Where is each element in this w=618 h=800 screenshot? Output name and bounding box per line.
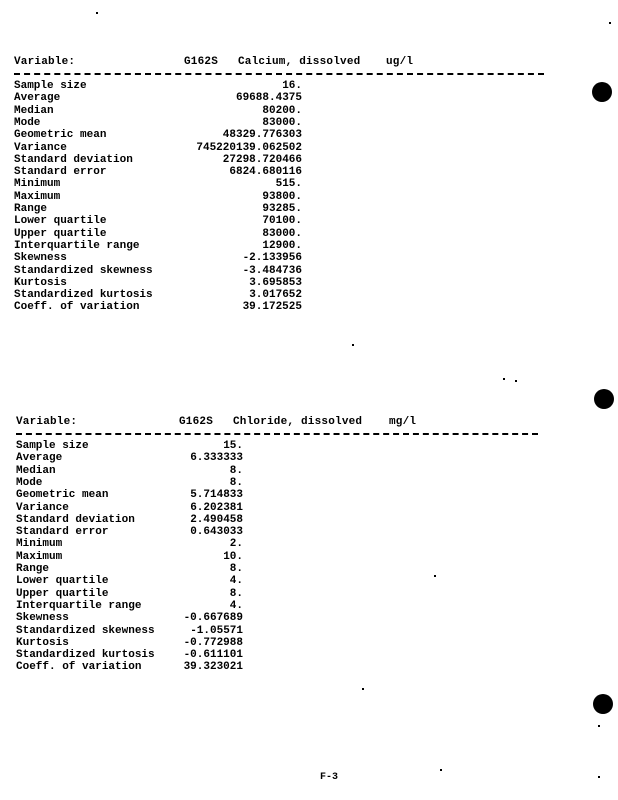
stat-value: 80200. <box>262 104 302 117</box>
stat-value: 2.490458 <box>190 513 243 526</box>
stat-value: 27298.720466 <box>222 153 302 166</box>
stat-value: -0.667689 <box>183 612 243 625</box>
stat-label: Upper quartile <box>14 227 107 240</box>
stat-value: 39.323021 <box>183 661 243 674</box>
stat-label: Interquartile range <box>14 239 140 252</box>
stat-label: Standardized skewness <box>16 624 155 637</box>
stat-value: 6824.680116 <box>229 166 302 179</box>
stat-value: 3.017652 <box>249 289 302 302</box>
stat-label: Interquartile range <box>16 599 142 612</box>
section2-code: G162S <box>179 416 214 428</box>
stat-value: 4. <box>229 599 243 612</box>
stat-label: Skewness <box>16 612 69 625</box>
stat-value: 0.643033 <box>190 526 243 539</box>
stat-value: 15. <box>223 440 243 452</box>
stat-value: 6.333333 <box>190 452 243 465</box>
scan-speck <box>434 575 436 577</box>
stat-value: 83000. <box>262 227 302 240</box>
binder-hole-bottom <box>593 694 613 714</box>
stat-label: Standardized skewness <box>14 264 153 277</box>
stat-label: Standardized kurtosis <box>14 289 153 302</box>
stat-label: Upper quartile <box>16 587 109 600</box>
stat-value: 93285. <box>262 203 302 215</box>
stat-value: 6.202381 <box>190 501 243 514</box>
stat-label: Coeff. of variation <box>16 661 142 674</box>
stat-value: 2. <box>229 538 243 551</box>
stat-label: Geometric mean <box>16 489 109 502</box>
scan-speck <box>598 725 600 727</box>
stat-label: Mode <box>16 476 43 489</box>
stat-value: -3.484736 <box>242 264 302 277</box>
scan-speck <box>598 776 600 778</box>
stat-value: 8. <box>229 563 243 575</box>
section1-variable-label: Variable: <box>14 56 76 68</box>
stat-label: Sample size <box>16 440 89 452</box>
stat-label: Lower quartile <box>14 215 107 228</box>
stat-value: 83000. <box>262 116 302 129</box>
stat-value: -0.611101 <box>183 649 243 662</box>
stat-label: Range <box>14 203 48 215</box>
section1-unit: ug/l <box>386 56 414 68</box>
section1-divider <box>14 73 544 75</box>
stat-label: Kurtosis <box>14 276 67 289</box>
section1-name: Calcium, dissolved <box>238 56 361 68</box>
stat-label: Average <box>14 92 61 105</box>
section2-unit: mg/l <box>389 416 417 428</box>
scan-speck <box>515 380 517 382</box>
stat-value: 93800. <box>262 190 302 203</box>
binder-hole-middle <box>594 389 614 409</box>
stat-value: 8. <box>229 587 243 600</box>
stat-label: Standardized kurtosis <box>16 649 155 662</box>
scan-speck <box>503 378 505 380</box>
stat-label: Coeff. of variation <box>14 301 140 314</box>
stat-label: Average <box>16 452 63 465</box>
scan-speck <box>440 769 442 771</box>
stat-label: Lower quartile <box>16 575 109 588</box>
stat-value: 16. <box>282 80 302 92</box>
stat-label: Sample size <box>14 80 87 92</box>
stat-value: 4. <box>229 575 243 588</box>
stat-label: Standard error <box>14 166 107 179</box>
stat-label: Range <box>16 563 50 575</box>
stat-value: 3.695853 <box>249 276 302 289</box>
scan-speck <box>362 688 364 690</box>
stat-label: Standard error <box>16 526 109 539</box>
stat-label: Standard deviation <box>14 153 133 166</box>
stat-value: 745220139.062502 <box>196 141 302 154</box>
scan-speck <box>96 12 98 14</box>
stat-value: 48329.776303 <box>222 129 302 142</box>
stat-value: 70100. <box>262 215 302 228</box>
section2-divider <box>16 433 538 435</box>
stat-label: Geometric mean <box>14 129 107 142</box>
page-number: F-3 <box>320 772 339 783</box>
section2-name: Chloride, dissolved <box>233 416 363 428</box>
stat-label: Minimum <box>14 178 61 191</box>
stat-label: Median <box>16 464 56 477</box>
stat-value: 8. <box>229 476 243 489</box>
binder-hole-top <box>592 82 612 102</box>
stat-value: 39.172525 <box>242 301 302 314</box>
scan-speck <box>352 344 354 346</box>
stat-label: Median <box>14 104 54 117</box>
scan-speck <box>609 22 611 24</box>
stat-label: Minimum <box>16 538 63 551</box>
stat-label: Variance <box>16 501 69 514</box>
stat-label: Maximum <box>16 550 63 563</box>
stat-label: Kurtosis <box>16 636 69 649</box>
stat-label: Standard deviation <box>16 513 135 526</box>
stat-value: -1.05571 <box>190 624 243 637</box>
stat-value: -2.133956 <box>242 252 302 265</box>
stat-value: 69688.4375 <box>235 92 302 105</box>
stat-label: Variance <box>14 141 67 154</box>
stat-label: Maximum <box>14 190 61 203</box>
stat-value: 515. <box>275 178 302 191</box>
stat-value: -0.772988 <box>183 636 243 649</box>
stat-value: 8. <box>229 464 243 477</box>
section1-code: G162S <box>184 56 219 68</box>
section2-variable-label: Variable: <box>16 416 78 428</box>
stat-value: 12900. <box>262 239 302 252</box>
stat-label: Skewness <box>14 252 67 265</box>
stat-value: 5.714833 <box>190 489 243 502</box>
stat-value: 10. <box>223 550 243 563</box>
stat-label: Mode <box>14 116 41 129</box>
